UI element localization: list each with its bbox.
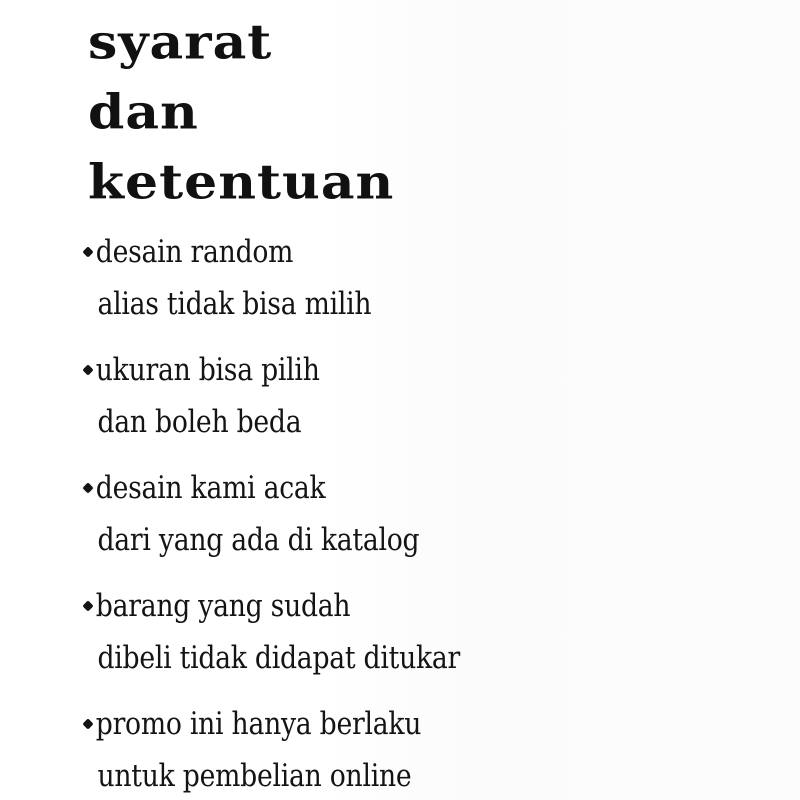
page-title — [88, 8, 394, 218]
title-line-2: dan — [88, 84, 199, 141]
rule-line-2: dibeli tidak didapat ditukar — [97, 640, 461, 676]
rule-line-1: ukuran bisa pilih — [95, 352, 320, 388]
rule-line-1: desain kami acak — [95, 470, 326, 506]
list-item — [82, 698, 682, 800]
list-item — [82, 226, 682, 330]
rule-line-2: dari yang ada di katalog — [97, 522, 420, 558]
rule-line-1: desain random — [95, 234, 294, 270]
rule-line-2: untuk pembelian online — [97, 758, 412, 794]
list-item — [82, 580, 682, 684]
rule-line-1: barang yang sudah — [95, 588, 351, 624]
list-item — [82, 344, 682, 448]
title-line-3: ketentuan — [88, 154, 395, 211]
rule-line-2: alias tidak bisa milih — [97, 286, 372, 322]
title-line-1: syarat — [88, 14, 273, 71]
terms-list — [82, 226, 682, 800]
rule-line-2: dan boleh beda — [97, 404, 302, 440]
list-item — [82, 462, 682, 566]
rule-line-1: promo ini hanya berlaku — [95, 706, 422, 742]
